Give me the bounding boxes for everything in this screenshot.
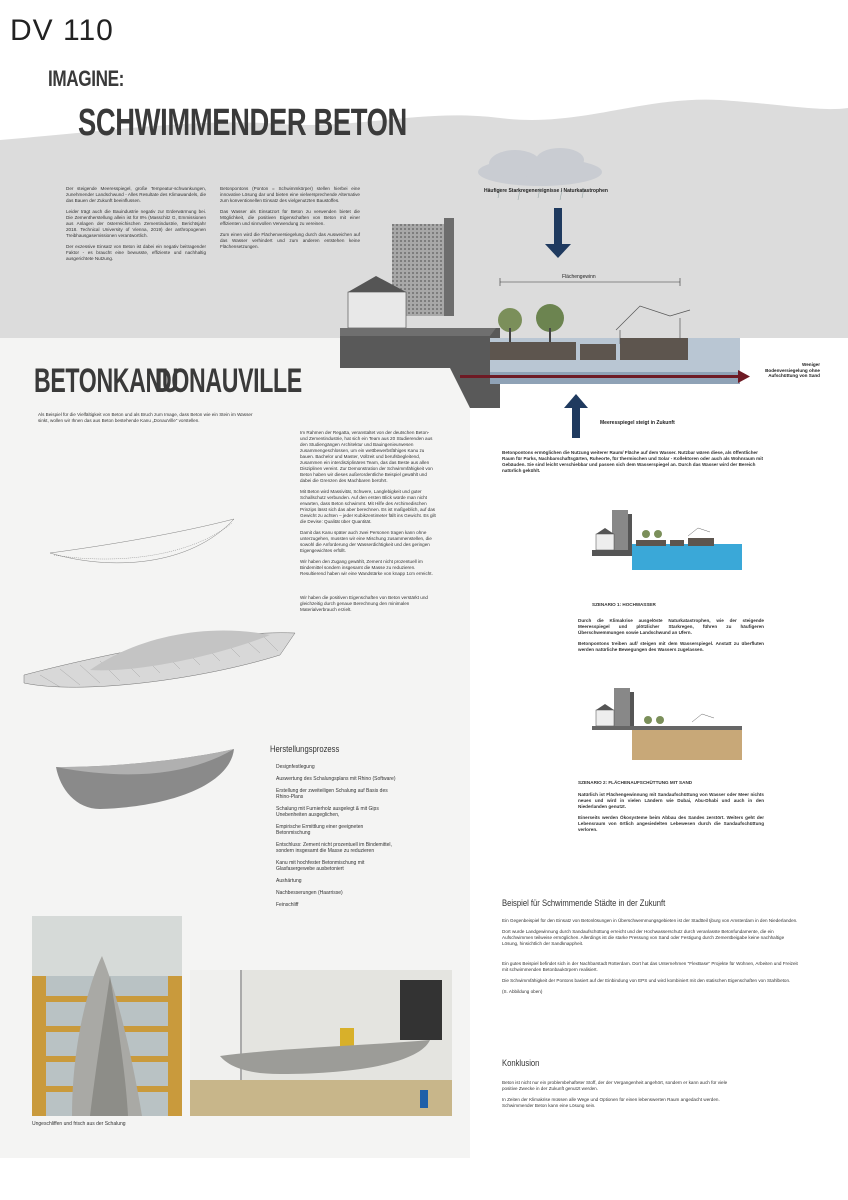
process-step: Auswertung des Schalungsplans mit Rhino (Software) xyxy=(276,776,396,782)
scenario-2-label: SZENARIO 2: FLÄCHENAUFSCHÜTTUNG MIT SAND xyxy=(578,780,693,785)
scenario-paragraph: Einerseits werden Ökosysteme beim Abbau des Sandes zerstört. Weiters geht der Lebensraum von örtlich angesiedelten Lebewesen durch die Sandaufschüttung verloren. xyxy=(578,815,764,832)
canoe-wireframe xyxy=(50,519,234,563)
sea-level-label: Meeresspiegel steigt in Zukunft xyxy=(600,420,675,426)
intro-column-2 xyxy=(220,186,360,255)
process-step: Feinschliff xyxy=(276,902,299,908)
canoe-paragraph: Damit das Kanu später auch zwei Personen tragen kann ohne unterzugehen, mussten wir eine Mischung zusammenstellen, die sowohl die Anforderung der Wasserdichtigkeit und des geringen Eigengewichtes erfüllt. xyxy=(300,530,432,553)
photo-caption: Ungeschliffen und frisch aus der Schalung xyxy=(32,1121,126,1127)
intro-paragraph: Betonpontons (Ponton = Schwimmkörper) stellen hierbei eine innovative Lösung dar und bieten eine vielversprechende Alternative zum konventionellen Einsatz des vielgenutzten Baustoffes. xyxy=(220,186,360,203)
example-text xyxy=(502,918,798,1000)
example-paragraph: (S. Abbildung oben) xyxy=(502,989,543,994)
process-title: Herstellungsprozess xyxy=(270,744,340,754)
poster-code: DV 110 xyxy=(10,14,114,47)
diagram-caption: Betonpontons ermöglichen die Nutzung weiterer Raum/ Fläche auf dem Wasser. Nutzbar wären diese, als öffentlicher Raum für Parks, Nachbarschaftsgärten, Ruheorte, für thermischen und Solar - Kollektoren oder auch als Wohnraum mit Gebäuden. Sie sind leicht verschiebbar und passen sich dem Wasserspiegel an. Durch das Wasser wird der Bereich natürlich gekühlt. xyxy=(502,450,764,473)
canoe-paragraph: Wir haben die positiven Eigenschaften von Beton verstärkt und gleichzeitig durch genaue Berechnung den minimalen Materialverbrauch erzielt. xyxy=(300,595,428,612)
process-step: Aushärtung xyxy=(276,878,302,884)
intro-paragraph: Zum einen wird die Flächenversiegelung durch das Ausweichen auf das Wasser verhindert und zum anderen entstehen keine Flächensetzungen. xyxy=(220,232,360,249)
scenario-2-diagram xyxy=(592,682,742,764)
example-paragraph: Ein Gegenbeispiel für den Einsatz von Betonlösungen in Überschwemmungsgebieten ist der Stadtteil Ijburg von Amsterdam in den Niederlanden. xyxy=(502,918,798,923)
canoe-solid xyxy=(56,749,234,809)
scenario-1-diagram xyxy=(592,506,742,586)
example-paragraph: Die Schwimmfähigkeit der Pontons basiert auf der Einbindung von EPS und wird kombiniert mit den statischen Eigenschaften von Stahlbeton. xyxy=(502,978,791,983)
canoe-lead: Als Beispiel für die Vielfältigkeit von Beton und als Bruch zum Image, dass Beton wie ein Stein im Wasser sinkt, wollen wir Ihnen das aus Beton bestehende Kanu „DonauVille“ vorstellen. xyxy=(38,412,253,423)
process-step: Entschluss: Zement nicht prozentuell im Bindemittel, sondern insgesamt die Masse zu reduzieren xyxy=(276,842,392,854)
conclusion-title: Konklusion xyxy=(502,1058,540,1068)
example-title: Beispiel für Schwimmende Städte in der Zukunft xyxy=(502,898,666,908)
up-arrow-icon xyxy=(564,394,588,438)
example-paragraph: Dort wurde Landgewinnung durch Sandaufschüttung erreicht und der Hochwasserschutz durch veranlasste Betonfundamente, die ein Aufschwimmen teilweise ermöglichen. Allerdings ist die starke Pressung von Sand oder Festigung durch Zementbeigabe keine nachhaltige Lösung, hinsichtlich der Sandknappheit. xyxy=(502,929,785,946)
process-step: Erstellung der zweiteiligen Schalung auf Basis des Rhino-Plans xyxy=(276,788,388,800)
photo-canoe-room xyxy=(190,970,452,1116)
less-seal-label: Weniger Bodenversiegelung ohne Aufschüttung von Sand xyxy=(765,362,820,379)
poster-title: SCHWIMMENDER BETON xyxy=(78,102,407,144)
canoe-paragraph: Wir haben den Zugang gewählt, Zement nicht prozentuell im Bindemittel sondern insgesamt die Masse zu reduzieren. Resultierend haben wir eine Wandstärke von knapp 1cm erreicht. xyxy=(300,559,433,576)
process-step: Schalung mit Furnierholz ausgelegt & mit Gips Unebenheiten ausgeglichen, xyxy=(276,806,379,818)
canoe-paragraph: Im Rahmen der Regatta, veranstaltet von der deutschen Beton- und Zementindustrie, hat sich ein Team aus 20 Studierenden aus den Studiengängen Architektur und Bauingenieurwesen zusammengeschlossen, um ein wettbewerbsfähiges Kanu zu bauen. Bachelor und Master, Vollzeit und berufsbegleitend, zusammen ein interdisziplinäres Team, das das Beste aus allen Disziplinen vereint. Zur Demonstration der Schwimmfähigkeit von Beton haben wir dieses außerordentliche Beispiel gewählt und dabei die Grenzen des Machbaren berührt. xyxy=(300,430,433,483)
process-step: Empirische Ermittlung einer geeigneten Betonmischung xyxy=(276,824,364,836)
canoe-mesh xyxy=(24,630,295,687)
process-list xyxy=(276,764,396,914)
poster-kicker: IMAGINE: xyxy=(48,66,125,91)
down-arrow-icon xyxy=(545,208,571,258)
intro-paragraph: Leider trägt auch die Bauindustrie negativ zur Erderwärmung bei. Die Zementherstellung allein ist für 8% (Masschitz G, Emmissionen aus Anlagen der österreichischen Zementindustrie, Berichtsjahr 2018. Technical University of Vienna, 2019) der anthropogenen Treibhausgasemissionen verantwortlich. xyxy=(66,209,206,238)
scenario-1-text xyxy=(578,618,764,658)
gain-label: Flächengewinn xyxy=(562,274,596,280)
canoe-drawings xyxy=(20,505,300,825)
process-step: Designfestlegung xyxy=(276,764,315,770)
process-step: Kanu mit hochfester Betonmischung mit Glasfasergewebe ausbetoniert xyxy=(276,860,365,872)
process-step: Nachbesserungen (Haarrisse) xyxy=(276,890,343,896)
scenario-paragraph: Natürlich ist Flächengewinnung mit Sandaufschüttung von Wasser oder Meer nichts neues und wird in vielen Ländern wie Dubai, Abu-Dhabi und auch in den Niederlanden genutzt. xyxy=(578,792,764,809)
scenario-paragraph: Betonpontons treiben auf/ steigen mit dem Wasserspiegel. Anstatt zu überfluten werden natürliche Bewegungen des Wassers zugelassen. xyxy=(578,641,764,652)
scenario-1-label: SZENARIO 1: HOCHWASSER xyxy=(592,602,656,607)
intro-paragraph: Der exzessive Einsatz von Beton ist dabei ein negativ beitragender Faktor - es braucht eine bewusste, effiziente und nachhaltig ausgerichtete Nutzung. xyxy=(66,244,206,261)
tree-icon xyxy=(498,304,564,342)
storm-label: Häufigere Starkregenereignisse / Naturkatastrophen xyxy=(484,188,608,194)
intro-paragraph: Das Wasser als Einsatzort für Beton zu verwenden bietet die Möglichkeit, die positiven Eigenschaften von Beton mit einer effizienten und sinnvollen Verwendung zu vereinen. xyxy=(220,209,360,226)
photo-mold xyxy=(32,916,182,1116)
canoe-paragraph: Mit Beton wird Massivität, Schwere, Langlebigkeit und guter Schallschutz verbunden. Auf den ersten Blick würde man nicht erwarten, dass Beton schwimmt. Mit Hilfe des Archimedischen Prinzips lässt sich das aber berechnen. Es ist maßgeblich, auf das Gewicht zu achten – jeder Kubikzentimeter fällt ins Gewicht. Es gilt die Devise: Qualität über Quantität. xyxy=(300,489,436,524)
conclusion-paragraph: In Zeiten der Klimakrise müssen alle Wege und Optionen für einen lebenswerten Raum angedacht werden. Schwimmender Beton kann eine Lösung sein. xyxy=(502,1097,720,1108)
intro-column-1 xyxy=(66,186,206,267)
scenario-2-text xyxy=(578,792,764,838)
example-paragraph: Ein gutes Beispiel befindet sich in der Nachbarstadt Rotterdam. Dort hat das Unternehmen "FlexBase" Projekte für Wohnen, Arbeiten und Freizeit mit schwimmenden Betonbaukörpern realisiert. xyxy=(502,961,798,972)
canoe-text-column xyxy=(300,430,438,618)
intro-paragraph: Der steigende Meeresspiegel, große Tempeatur-schwankungen, zunehmender Landschwund - Alles Resultate des Klimawandels, die das Bauen der Zukunft beeinflussen. xyxy=(66,186,206,203)
canoe-title-right: DONAUVILLE xyxy=(155,362,302,400)
canoe-title-left: BETONKANU xyxy=(34,362,179,400)
conclusion-text xyxy=(502,1080,732,1114)
scenario-paragraph: Durch die Klimakrise ausgelöste Naturkatastrophen, wie der steigende Meeresspiegel und plötzlicher Starkregen, führen zu häufigeren Überschwemmungen sowie Landschwund an Ufern. xyxy=(578,618,764,635)
conclusion-paragraph: Beton ist nicht nur ein problembehafteter Stoff, der der Vergangenheit angehört, sondern er kann auch für viele positive Zwecke in der Zukunft genutzt werden. xyxy=(502,1080,728,1091)
